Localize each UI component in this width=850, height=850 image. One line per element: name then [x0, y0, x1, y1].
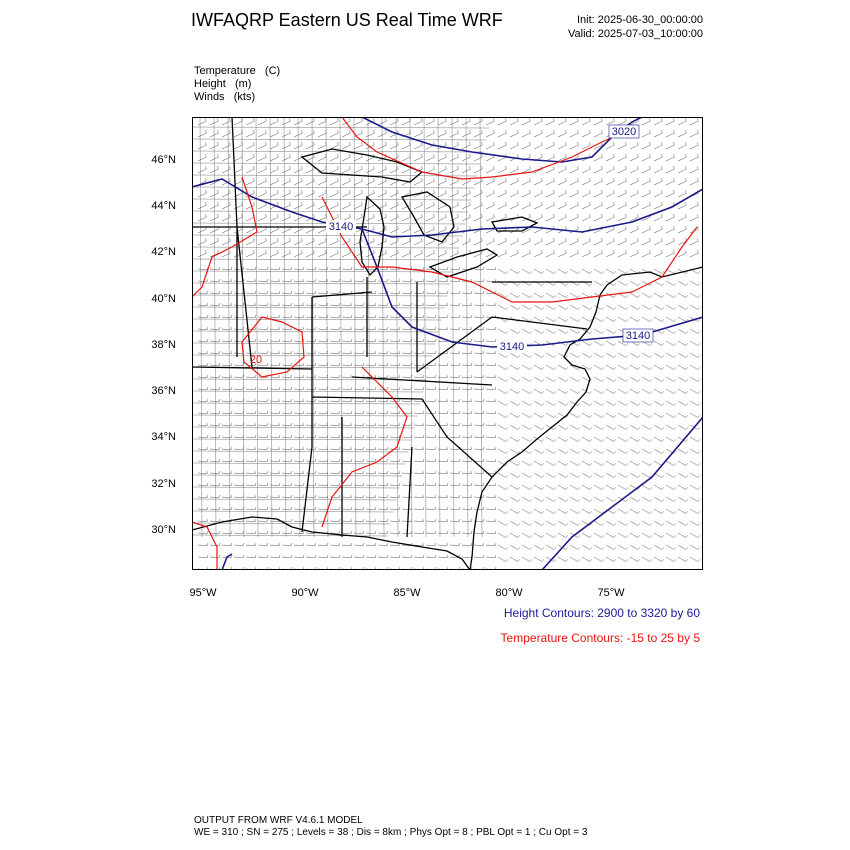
time-stamp: [568, 13, 703, 41]
lat-label: 42°N: [151, 246, 176, 258]
lat-label: 44°N: [151, 200, 176, 212]
init-time: Init: 2025-06-30_00:00:00: [577, 14, 703, 26]
height-label-3140: 3140: [328, 221, 354, 233]
model-footer: [194, 815, 587, 839]
lat-label: 34°N: [151, 431, 176, 443]
height-label-3140-mid: 3140: [499, 341, 525, 353]
height-field-label: Height (m): [194, 78, 252, 90]
weather-map: [192, 117, 703, 570]
lon-label: 85°W: [393, 587, 421, 599]
height-label-3140-east: 3140: [625, 330, 651, 342]
lon-label: 80°W: [495, 587, 523, 599]
winds-field-label: Winds (kts): [194, 91, 256, 103]
lon-label: 95°W: [189, 587, 217, 599]
valid-time: Valid: 2025-07-03_10:00:00: [568, 28, 703, 40]
temperature-label-20: 20: [249, 354, 263, 366]
height-label-3020: 3020: [611, 126, 637, 138]
lon-label: 90°W: [291, 587, 319, 599]
footer-params-line: WE = 310 ; SN = 275 ; Levels = 38 ; Dis = 8km ; Phys Opt = 8 ; PBL Opt = 1 ; Cu Opt = 3: [194, 827, 588, 838]
lat-label: 32°N: [151, 478, 176, 490]
lat-label: 36°N: [151, 385, 176, 397]
lat-label: 30°N: [151, 524, 176, 536]
field-labels: [194, 65, 280, 104]
temperature-legend: Temperature Contours: -15 to 25 by 5: [500, 631, 700, 645]
lat-label: 46°N: [151, 154, 176, 166]
lat-label: 38°N: [151, 339, 176, 351]
temperature-field-label: Temperature (C): [194, 65, 281, 77]
plot-title: IWFAQRP Eastern US Real Time WRF: [191, 10, 503, 30]
lon-label: 75°W: [597, 587, 625, 599]
footer-model-line: OUTPUT FROM WRF V4.6.1 MODEL: [194, 815, 363, 826]
lat-label: 40°N: [151, 293, 176, 305]
height-legend: Height Contours: 2900 to 3320 by 60: [503, 606, 700, 620]
